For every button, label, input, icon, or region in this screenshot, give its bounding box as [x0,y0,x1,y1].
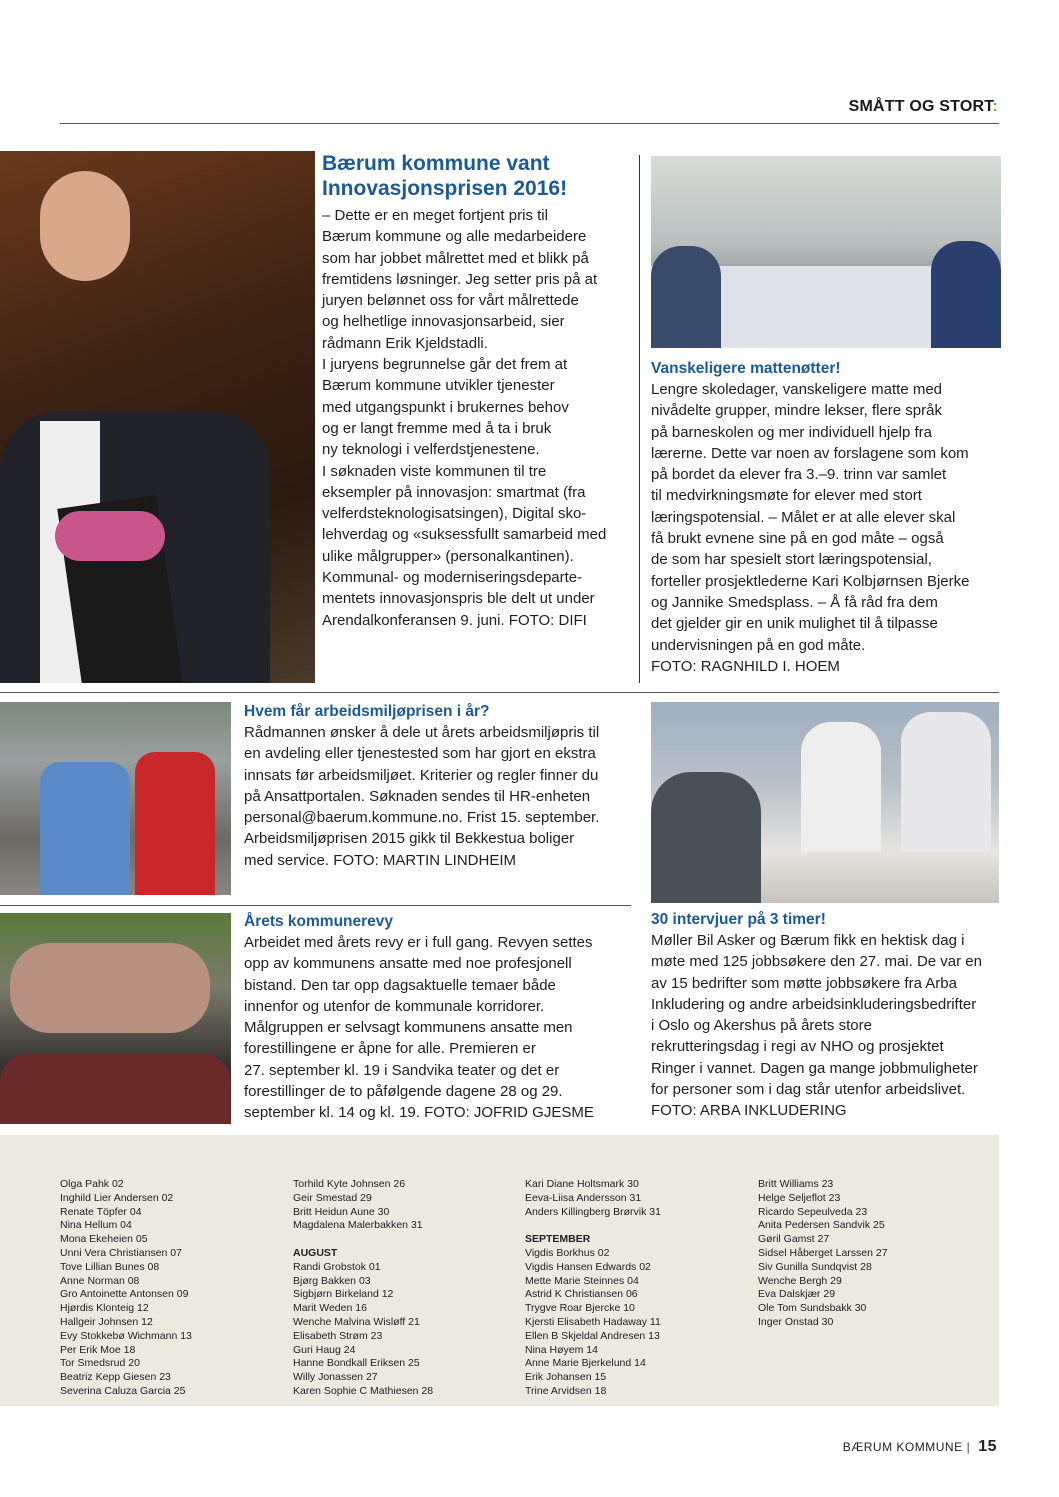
birthday-column-3 [525,1178,661,1399]
text-line: innsats før arbeidsmiljøet. Kriterier og regler finner du [244,766,599,784]
text-line: Ringer i vannet. Dagen ga mange jobbmuligheter [651,1059,978,1077]
text-line: av 15 bedrifter som møtte jobbsøkere fra Arba [651,974,957,992]
birthday-entry: Guri Haug 24 [293,1343,356,1356]
birthday-entry: Helge Seljeflot 23 [758,1191,841,1204]
column-divider [639,155,640,683]
text-line: FOTO: ARBA INKLUDERING [651,1102,847,1120]
birthday-entry: Tor Smedsrud 20 [60,1357,140,1370]
birthday-entry: Anders Killingberg Brørvik 31 [525,1205,661,1218]
birthday-entry: Anne Marie Bjerkelund 14 [525,1357,646,1370]
birthday-entry: Olga Pahk 02 [60,1178,124,1190]
text-line: innenfor og utenfor de kommunale korridorer. [244,997,545,1015]
birthday-entry: Gøril Gamst 27 [758,1233,830,1246]
birthday-entry: Mette Marie Steinnes 04 [525,1274,639,1287]
text-line: få brukt evnene sine på en god måte – også [651,530,944,548]
text-line: med service. FOTO: MARTIN LINDHEIM [244,851,516,869]
birthday-column-1 [60,1178,192,1399]
birthday-entry: Elisabeth Strøm 23 [293,1329,383,1342]
photo-award-winner [0,151,315,683]
article-workenv [244,701,599,871]
text-line: velferdsteknologisatsingen), Digital sko- [322,505,587,523]
text-line: og Jannike Smedsplass. – Å få råd fra dem [651,593,938,611]
text-line: en avdeling eller tjenestested som har gjort en ekstra [244,745,596,763]
text-line: lærerne. Dette var noen av forslagene som kom [651,444,969,462]
birthday-entry: Ole Tom Sundsbakk 30 [758,1302,867,1315]
birthday-entry: Marit Weden 16 [293,1302,367,1315]
text-line: Rådmannen ønsker å dele ut årets arbeidsmiljøpris til [244,724,600,741]
page-footer: BÆRUM KOMMUNE | 15 [842,1438,997,1455]
text-line: Målgruppen er selvsagt kommunens ansatte men [244,1019,573,1037]
text-line: september kl. 14 og kl. 19. FOTO: JOFRID GJESME [244,1104,594,1122]
article-title: Hvem får arbeidsmiljøprisen i år? [244,703,490,720]
text-line: Kommunal- og moderniseringsdeparte- [322,569,583,587]
birthday-entry: Gro Antoinette Antonsen 09 [60,1288,189,1301]
birthday-entry: Hallgeir Johnsen 12 [60,1315,153,1328]
article-body [651,379,969,677]
section-rule [0,692,999,693]
text-line: Bærum kommune utvikler tjenester [322,377,555,395]
text-line: undervisningen på en god måte. [651,636,866,654]
birthday-entry: Vigdis Borkhus 02 [525,1246,610,1259]
text-line: forestillinger de to påfølgende dagene 28 og 29. [244,1083,563,1101]
text-line: for personer som i dag står utenfor arbeidslivet. [651,1081,966,1099]
birthday-entry: Beatriz Kepp Giesen 23 [60,1371,171,1384]
birthday-entry: Erik Johansen 15 [525,1371,607,1384]
text-line: i Oslo og Akershus på årets store [651,1017,872,1035]
birthday-entry: Per Erik Moe 18 [60,1343,136,1356]
text-line: I søknaden viste kommunen til tre [322,462,547,480]
article-title: Bærum kommune vant Innovasjonsprisen 2016! [322,152,568,200]
text-line: ulike målgrupper» (personalkantinen). [322,547,574,565]
article-revue [244,911,594,1124]
photo-interview [651,702,999,903]
birthday-entry: Ellen B Skjeldal Andresen 13 [525,1329,660,1342]
article-title: 30 intervjuer på 3 timer! [651,911,826,928]
text-line: og er langt fremme med å ta i bruk [322,419,552,437]
text-line: Inkludering og andre arbeidsinkluderingsbedrifter [651,995,977,1013]
text-line: til medvirkningsmøte for elever med stort [651,487,922,505]
birthday-entry: Wenche Malvina Wisløff 21 [293,1315,420,1328]
text-line: rekrutteringsdag i regi av NHO og prosjektet [651,1038,944,1056]
text-line: I juryens begrunnelse går det frem at [322,356,568,374]
birthday-entry: Ricardo Sepeulveda 23 [758,1205,868,1218]
text-line: forestillingene er åpne for alle. Premieren er [244,1040,536,1058]
section-label: SMÅTT OG STORT: [848,98,998,115]
text-line: FOTO: RAGNHILD I. HOEM [651,657,840,675]
birthday-entry: Anne Norman 08 [60,1274,140,1287]
text-line: med utgangspunkt i brukernes behov [322,398,569,416]
text-line: og helhetlige innovasjonsarbeid, sier [322,313,565,331]
birthday-entry: Astrid K Christiansen 06 [525,1288,638,1301]
birthday-entry: Eeva-Liisa Andersson 31 [525,1191,642,1204]
article-math [651,358,969,677]
article-body [244,932,594,1124]
birthday-entry: Magdalena Malerbakken 31 [293,1219,423,1232]
birthday-entry: Karen Sophie C Mathiesen 28 [293,1384,434,1397]
birthday-entry: Randi Grobstok 01 [293,1260,381,1273]
text-line: Arbeidet med årets revy er i full gang. Revyen settes [244,934,593,951]
birthday-entry: Nina Hellum 04 [60,1219,132,1232]
birthday-entry: Trine Arvidsen 18 [525,1384,607,1397]
birthday-column-2 [293,1178,433,1399]
photo-revue-cast [0,913,231,1124]
article-title: Årets kommunerevy [244,913,394,930]
birthday-entry: Bjørg Bakken 03 [293,1274,371,1287]
birthday-entry: Mona Ekeheien 05 [60,1233,148,1246]
text-line: læringspotensial. – Målet er at alle elever skal [651,508,956,526]
birthday-entry: Hanne Bondkall Eriksen 25 [293,1357,420,1370]
text-line: mentets innovasjonspris ble delt ut under [322,590,595,608]
month-heading-september: SEPTEMBER [525,1233,591,1246]
birthday-entry: Siv Gunilla Sundqvist 28 [758,1260,872,1273]
text-line: ny teknologi i velferdstjenestene. [322,441,540,459]
birthday-entry: Vigdis Hansen Edwards 02 [525,1260,651,1273]
birthday-entry: Evy Stokkebø Wichmann 13 [60,1329,192,1342]
text-line: som har jobbet målrettet med et blikk på [322,249,589,267]
text-line: møte med 125 jobbsøkere den 27. mai. De var en [651,953,982,971]
text-line: opp av kommunens ansatte med noe profesjonell [244,955,572,973]
text-line: 27. september kl. 19 i Sandvika teater og det er [244,1061,560,1079]
text-line: fremtidens løsninger. Jeg setter pris på at [322,270,598,288]
article-body [322,205,606,631]
birthday-entry: Sigbjørn Birkeland 12 [293,1288,394,1301]
birthday-entry: Inghild Lier Andersen 02 [60,1191,174,1204]
article-title: Vanskeligere mattenøtter! [651,360,841,377]
birthday-entry: Nina Høyem 14 [525,1343,598,1356]
text-line: på Ansattportalen. Søknaden sendes til HR-enheten [244,787,591,805]
text-line: rådmann Erik Kjeldstadli. [322,334,488,352]
text-line: nivådelte grupper, mindre lekser, flere språk [651,402,942,420]
text-line: på bordet da elever fra 3.–9. trinn var samlet [651,466,947,484]
birthday-entry: Sidsel Håberget Larssen 27 [758,1246,888,1259]
photo-classroom [651,156,1001,348]
birthday-entry: Anita Pedersen Sandvik 25 [758,1219,885,1232]
birthday-entry: Hjørdis Klonteig 12 [60,1302,149,1315]
article-interviews [651,909,982,1122]
header-rule [60,123,999,124]
text-line: bistand. Den tar opp dagsaktuelle temaer både [244,976,556,994]
text-line: personal@baerum.kommune.no. Frist 15. september. [244,809,600,827]
text-line: Møller Bil Asker og Bærum fikk en hektisk dag i [651,932,965,949]
text-line: Bærum kommune og alle medarbeidere [322,228,587,246]
section-rule [0,905,631,906]
month-heading-august: AUGUST [293,1246,338,1259]
publication-name: BÆRUM KOMMUNE [842,1440,963,1454]
birthday-entry: Wenche Bergh 29 [758,1274,842,1287]
birthday-entry: Geir Smestad 29 [293,1191,372,1204]
birthday-entry: Kari Diane Holtsmark 30 [525,1178,639,1190]
birthday-entry: Trygve Roar Bjercke 10 [525,1302,635,1315]
birthday-entry: Kjersti Elisabeth Hadaway 11 [525,1315,661,1328]
article-body [244,722,599,871]
text-line: Lengre skoledager, vanskeligere matte med [651,381,943,398]
text-line: forteller prosjektlederne Kari Kolbjørnsen Bjerke [651,572,970,590]
text-line: det gjelder gir en unik mulighet til å tilpasse [651,615,938,633]
text-line: – Dette er en meget fortjent pris til [322,207,548,224]
page-number: 15 [978,1438,997,1455]
article-innovation [322,151,606,631]
birthday-entry: Severina Caluza Garcia 25 [60,1384,186,1397]
birthday-entry: Inger Onstad 30 [758,1315,834,1328]
birthday-entry: Renate Töpfer 04 [60,1205,142,1218]
birthday-entry: Britt Williams 23 [758,1178,834,1190]
text-line: eksempler på innovasjon: smartmat (fra [322,483,586,501]
birthday-entry: Unni Vera Christiansen 07 [60,1246,182,1259]
text-line: Arbeidsmiljøprisen 2015 gikk til Bekkestua boliger [244,830,575,848]
text-line: på barneskolen og mer individuell hjelp fra [651,423,933,441]
birthday-entry: Willy Jonassen 27 [293,1371,378,1384]
photo-staff-group [0,702,231,895]
article-body [651,930,982,1122]
birthday-column-4 [758,1178,888,1330]
birthday-entry: Eva Dalskjær 29 [758,1288,836,1301]
birthday-entry: Torhild Kyte Johnsen 26 [293,1178,406,1190]
text-line: lehverdag og «suksessfullt samarbeid med [322,526,607,544]
birthday-entry: Tove Lillian Bunes 08 [60,1260,160,1273]
text-line: de som har spesielt stort læringspotensial, [651,551,932,569]
text-line: juryen belønnet oss for vårt målrettede [322,292,579,310]
text-line: Arendalkonferansen 9. juni. FOTO: DIFI [322,611,587,629]
birthday-entry: Britt Heidun Aune 30 [293,1205,390,1218]
